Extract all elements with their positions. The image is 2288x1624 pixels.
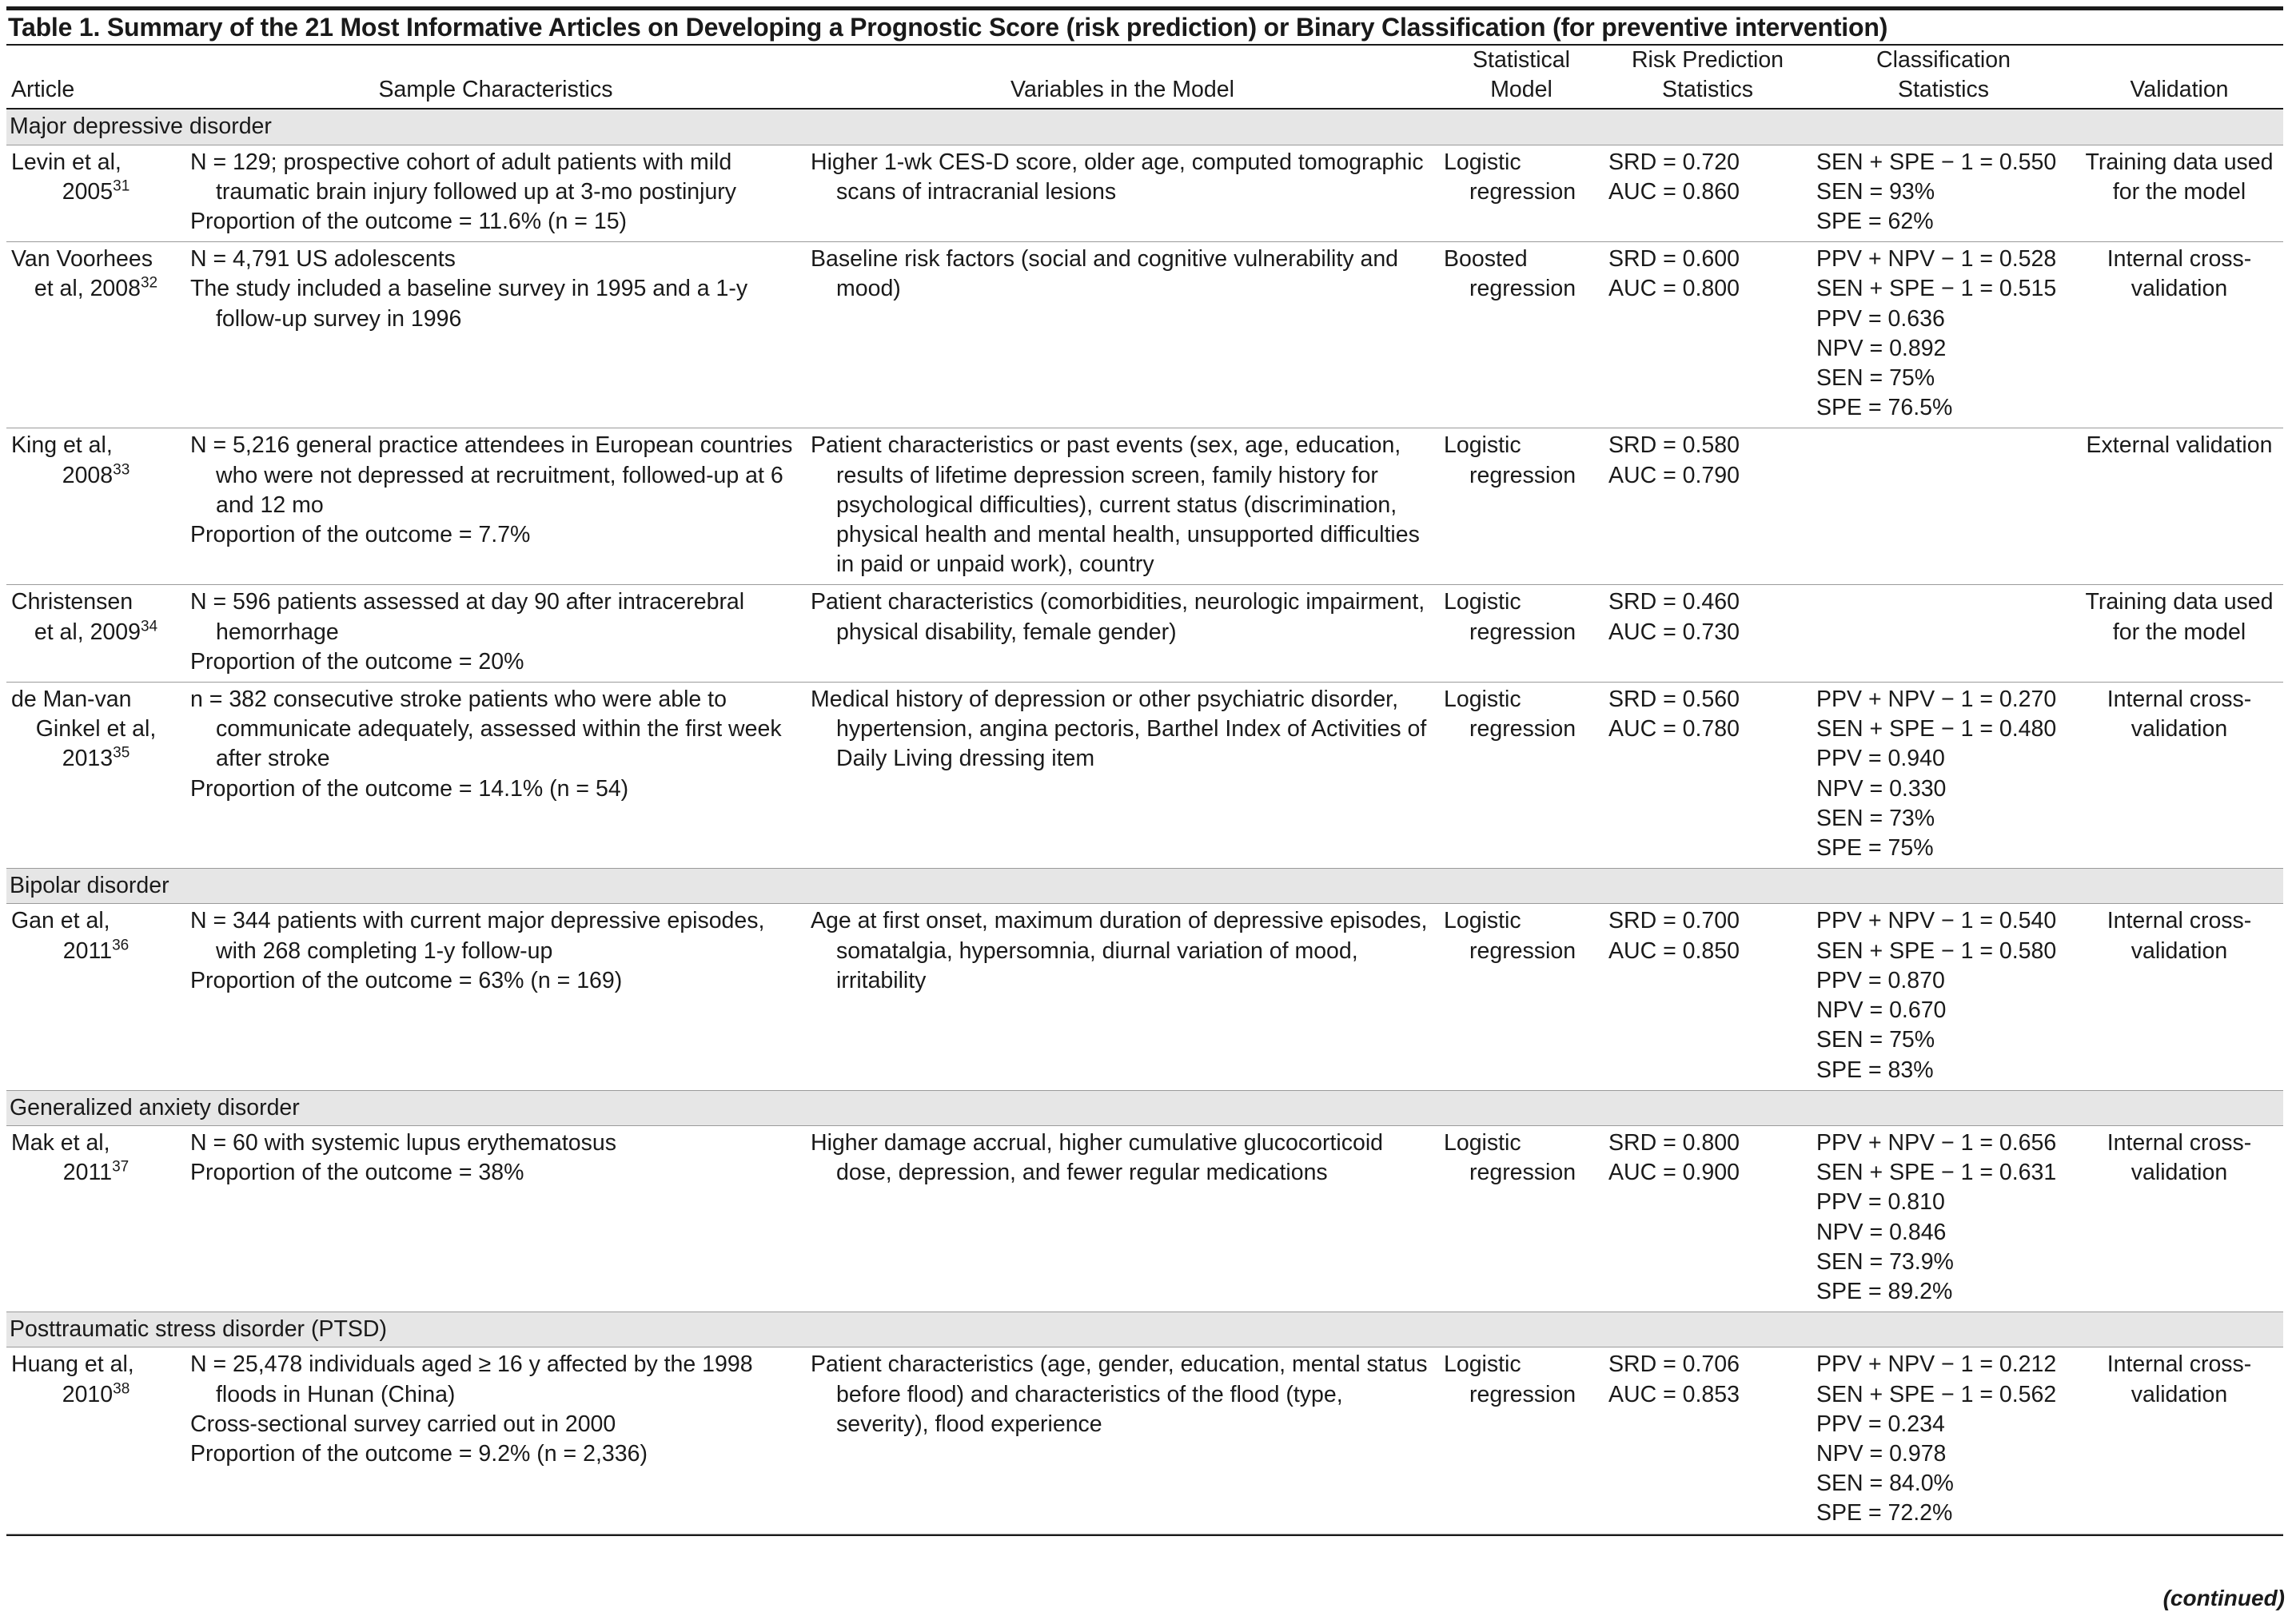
- risk-cell: [1604, 145, 1812, 242]
- classification-stat: SPE = 75%: [1816, 835, 1934, 862]
- table-page: [6, 6, 2283, 1536]
- sample-line: n = 382 consecutive stroke patients who were able to communicate adequately, assessed within the first week after stroke: [190, 687, 782, 772]
- header-risk-l1: Risk Prediction: [1631, 47, 1784, 73]
- reference-number: 32: [140, 274, 158, 292]
- article-line: Mak et al,: [11, 1129, 110, 1156]
- header-article: Article: [6, 45, 185, 109]
- risk-cell: [1604, 585, 1812, 683]
- classification-stat: SEN + SPE − 1 = 0.550: [1816, 149, 2057, 175]
- continued-note: (continued): [2162, 1586, 2285, 1610]
- sample-cell: [185, 242, 806, 428]
- sample-line: Proportion of the outcome = 11.6% (n = 15): [190, 209, 628, 235]
- header-model: [1439, 45, 1604, 109]
- model-text: Logistic regression: [1444, 149, 1576, 205]
- article-year: 2011: [62, 937, 113, 964]
- variables-cell: [806, 1125, 1439, 1312]
- article-line: Gan et al,: [11, 908, 110, 934]
- article-line: Ginkel et al,: [35, 716, 157, 742]
- sample-line: Proportion of the outcome = 9.2% (n = 2,336): [190, 1440, 648, 1467]
- section-title: Major depressive disorder: [6, 109, 2283, 145]
- validation-text: Internal cross-validation: [2107, 908, 2252, 964]
- model-cell: [1439, 242, 1604, 428]
- sample-line: Proportion of the outcome = 14.1% (n = 54): [190, 775, 629, 802]
- article-year: 2005: [62, 178, 114, 205]
- sample-cell: [185, 428, 806, 585]
- reference-number: 37: [112, 1158, 130, 1176]
- article-line: Huang et al,: [11, 1351, 134, 1378]
- variables-text: Patient characteristics or past events (sex, age, education, results of lifetime depression screen, family history for psychological difficulties), current status (discrimination, physical health and mental health, unsupported difficulties in paid or unpaid work), country: [811, 432, 1420, 578]
- model-cell: [1439, 1347, 1604, 1534]
- table-row: [6, 1125, 2283, 1312]
- classification-stat: PPV = 0.810: [1816, 1189, 1945, 1216]
- risk-cell: [1604, 1125, 1812, 1312]
- risk-stat: SRD = 0.460: [1608, 589, 1740, 615]
- model-text: Logistic regression: [1444, 432, 1576, 488]
- article-line: King et al,: [11, 432, 113, 459]
- article-year-line: [11, 937, 181, 966]
- classification-stat: NPV = 0.846: [1816, 1219, 1947, 1245]
- section-row: [6, 109, 2283, 145]
- validation-cell: [2075, 145, 2283, 242]
- classification-stat: PPV + NPV − 1 = 0.270: [1816, 687, 2057, 713]
- risk-stat: SRD = 0.700: [1608, 908, 1740, 934]
- sample-cell: [185, 145, 806, 242]
- classification-stat: SEN = 73.9%: [1816, 1248, 1954, 1275]
- section-row: [6, 1312, 2283, 1347]
- header-class-l2: Statistics: [1897, 77, 1990, 103]
- table-row: [6, 683, 2283, 869]
- classification-stat: PPV + NPV − 1 = 0.540: [1816, 908, 2057, 934]
- article-line: Van Voorhees: [11, 246, 153, 273]
- risk-stat: SRD = 0.706: [1608, 1351, 1740, 1378]
- classification-stat: SEN = 84.0%: [1816, 1471, 1954, 1497]
- classification-stat: SEN = 75%: [1816, 365, 1935, 392]
- article-year-line: [11, 744, 181, 774]
- section-title: Bipolar disorder: [6, 869, 2283, 904]
- model-text: Logistic regression: [1444, 589, 1576, 645]
- risk-stat: AUC = 0.860: [1608, 178, 1740, 205]
- classification-cell: [1812, 585, 2075, 683]
- article-year: et al, 2008: [34, 276, 141, 302]
- variables-text: Higher 1-wk CES-D score, older age, computed tomographic scans of intracranial lesions: [811, 149, 1424, 205]
- classification-stat: SEN + SPE − 1 = 0.631: [1816, 1160, 2057, 1186]
- classification-cell: [1812, 145, 2075, 242]
- header-model-l1: Statistical: [1473, 47, 1570, 73]
- validation-text: Internal cross-validation: [2107, 1351, 2252, 1407]
- article-cell: [6, 904, 185, 1090]
- classification-stat: PPV + NPV − 1 = 0.212: [1816, 1351, 2057, 1378]
- model-cell: [1439, 683, 1604, 869]
- sample-line: N = 60 with systemic lupus erythematosus: [190, 1129, 617, 1156]
- classification-stat: PPV = 0.870: [1816, 967, 1945, 993]
- classification-stat: NPV = 0.670: [1816, 997, 1947, 1024]
- sample-line: N = 25,478 individuals aged ≥ 16 y affected by the 1998 floods in Hunan (China): [190, 1351, 753, 1407]
- article-line: Christensen: [11, 589, 134, 615]
- header-risk: [1604, 45, 1812, 109]
- validation-cell: [2075, 1125, 2283, 1312]
- classification-cell: [1812, 904, 2075, 1090]
- sample-cell: [185, 585, 806, 683]
- risk-stat: SRD = 0.560: [1608, 687, 1740, 713]
- variables-text: Baseline risk factors (social and cognitive vulnerability and mood): [811, 246, 1399, 302]
- classification-stat: SEN + SPE − 1 = 0.580: [1816, 937, 2057, 964]
- header-class-l1: Classification: [1876, 47, 2011, 73]
- risk-stat: SRD = 0.600: [1608, 246, 1740, 273]
- article-cell: [6, 683, 185, 869]
- header-sample: Sample Characteristics: [185, 45, 806, 109]
- classification-stat: SEN = 93%: [1816, 178, 1935, 205]
- classification-stat: SPE = 76.5%: [1816, 395, 1953, 421]
- variables-text: Age at first onset, maximum duration of depressive episodes, somatalgia, hypersomnia, diurnal variation of mood, irritability: [811, 908, 1428, 993]
- reference-number: 36: [112, 937, 130, 954]
- sample-line: Proportion of the outcome = 20%: [190, 648, 524, 675]
- model-cell: [1439, 585, 1604, 683]
- article-line: de Man-van: [11, 687, 132, 713]
- section-row: [6, 869, 2283, 904]
- article-cell: [6, 1347, 185, 1534]
- classification-stat: PPV = 0.636: [1816, 305, 1945, 332]
- table-row: [6, 145, 2283, 242]
- reference-number: 38: [113, 1380, 130, 1398]
- classification-stat: SPE = 62%: [1816, 209, 1934, 235]
- risk-cell: [1604, 904, 1812, 1090]
- sample-cell: [185, 1125, 806, 1312]
- article-cell: [6, 242, 185, 428]
- summary-table: [6, 44, 2283, 1534]
- classification-stat: NPV = 0.892: [1816, 335, 1947, 361]
- article-year-line: [11, 274, 181, 304]
- header-validation: Validation: [2075, 45, 2283, 109]
- risk-stat: AUC = 0.900: [1608, 1160, 1740, 1186]
- table-body: [6, 109, 2283, 1534]
- sample-cell: [185, 1347, 806, 1534]
- validation-cell: [2075, 683, 2283, 869]
- classification-stat: PPV = 0.940: [1816, 746, 1945, 772]
- section-row: [6, 1090, 2283, 1125]
- variables-text: Higher damage accrual, higher cumulative glucocorticoid dose, depression, and fewer regular medications: [811, 1129, 1384, 1186]
- reference-number: 33: [113, 461, 130, 479]
- sample-line: Proportion of the outcome = 63% (n = 169): [190, 967, 623, 993]
- risk-cell: [1604, 1347, 1812, 1534]
- article-cell: [6, 1125, 185, 1312]
- reference-number: 31: [113, 177, 130, 195]
- article-year: 2013: [62, 746, 114, 772]
- header-risk-l2: Statistics: [1661, 77, 1754, 103]
- sample-line: The study included a baseline survey in 1995 and a 1-y follow-up survey in 1996: [190, 276, 748, 332]
- article-year-line: [11, 618, 181, 647]
- model-text: Logistic regression: [1444, 687, 1576, 742]
- article-year-line: [11, 177, 181, 207]
- table-row: [6, 428, 2283, 585]
- sample-line: N = 5,216 general practice attendees in European countries who were not depressed at recruitment, followed-up at 6 and 12 mo: [190, 432, 793, 518]
- classification-stat: PPV = 0.234: [1816, 1411, 1945, 1437]
- risk-cell: [1604, 428, 1812, 585]
- variables-text: Medical history of depression or other psychiatric disorder, hypertension, angina pectoris, Barthel Index of Activities of Daily Living dressing item: [811, 687, 1427, 772]
- risk-stat: AUC = 0.780: [1608, 716, 1740, 742]
- validation-text: External validation: [2086, 432, 2273, 459]
- risk-stat: SRD = 0.720: [1608, 149, 1740, 175]
- risk-cell: [1604, 242, 1812, 428]
- classification-stat: PPV + NPV − 1 = 0.656: [1816, 1129, 2057, 1156]
- classification-stat: SEN + SPE − 1 = 0.480: [1816, 716, 2057, 742]
- sample-line: N = 596 patients assessed at day 90 after intracerebral hemorrhage: [190, 589, 745, 645]
- variables-cell: [806, 145, 1439, 242]
- validation-cell: [2075, 1347, 2283, 1534]
- classification-cell: [1812, 1125, 2075, 1312]
- model-cell: [1439, 428, 1604, 585]
- validation-text: Internal cross-validation: [2107, 1129, 2252, 1186]
- table-row: [6, 585, 2283, 683]
- header-variables: Variables in the Model: [806, 45, 1439, 109]
- variables-cell: [806, 683, 1439, 869]
- model-cell: [1439, 904, 1604, 1090]
- risk-stat: AUC = 0.850: [1608, 937, 1740, 964]
- validation-text: Training data used for the model: [2085, 589, 2274, 645]
- article-cell: [6, 428, 185, 585]
- variables-text: Patient characteristics (comorbidities, neurologic impairment, physical disability, female gender): [811, 589, 1425, 645]
- classification-cell: [1812, 683, 2075, 869]
- table-row: [6, 242, 2283, 428]
- table-title: Table 1. Summary of the 21 Most Informative Articles on Developing a Prognostic Score (risk prediction) or Binary Classification (for preventive intervention): [8, 13, 1888, 42]
- reference-number: 35: [113, 744, 130, 762]
- risk-stat: AUC = 0.790: [1608, 462, 1740, 488]
- validation-cell: [2075, 904, 2283, 1090]
- risk-stat: AUC = 0.800: [1608, 276, 1740, 302]
- classification-stat: NPV = 0.978: [1816, 1440, 1947, 1467]
- article-year-line: [11, 1380, 181, 1410]
- sample-cell: [185, 904, 806, 1090]
- model-cell: [1439, 145, 1604, 242]
- article-year: 2008: [62, 462, 114, 488]
- sample-line: N = 129; prospective cohort of adult patients with mild traumatic brain injury followed up at 3-mo postinjury: [190, 149, 737, 205]
- classification-stat: SPE = 72.2%: [1816, 1500, 1953, 1526]
- article-line: Levin et al,: [11, 149, 122, 175]
- sample-line: N = 344 patients with current major depressive episodes, with 268 completing 1-y follow-up: [190, 908, 765, 964]
- classification-stat: SEN = 75%: [1816, 1027, 1935, 1053]
- variables-cell: [806, 585, 1439, 683]
- reference-number: 34: [140, 618, 158, 635]
- classification-stat: SPE = 89.2%: [1816, 1278, 1953, 1304]
- article-cell: [6, 145, 185, 242]
- article-year-line: [11, 461, 181, 491]
- validation-cell: [2075, 242, 2283, 428]
- sample-line: Cross-sectional survey carried out in 2000: [190, 1411, 616, 1437]
- validation-cell: [2075, 585, 2283, 683]
- risk-stat: AUC = 0.730: [1608, 619, 1740, 645]
- risk-stat: SRD = 0.800: [1608, 1129, 1740, 1156]
- risk-stat: AUC = 0.853: [1608, 1381, 1740, 1407]
- validation-text: Internal cross-validation: [2107, 687, 2252, 742]
- variables-cell: [806, 242, 1439, 428]
- classification-stat: SEN + SPE − 1 = 0.515: [1816, 276, 2057, 302]
- variables-cell: [806, 428, 1439, 585]
- sample-cell: [185, 683, 806, 869]
- header-model-l2: Model: [1490, 77, 1553, 103]
- validation-cell: [2075, 428, 2283, 585]
- model-text: Logistic regression: [1444, 1129, 1576, 1186]
- variables-cell: [806, 904, 1439, 1090]
- classification-cell: [1812, 242, 2075, 428]
- variables-text: Patient characteristics (age, gender, education, mental status before flood) and characteristics of the flood (type, severity), flood experience: [811, 1351, 1428, 1437]
- risk-cell: [1604, 683, 1812, 869]
- article-year: 2010: [62, 1381, 114, 1407]
- sample-line: Proportion of the outcome = 38%: [190, 1160, 524, 1186]
- model-text: Logistic regression: [1444, 908, 1576, 964]
- header-row: [6, 45, 2283, 109]
- model-text: Boosted regression: [1444, 246, 1576, 302]
- header-classification: [1812, 45, 2075, 109]
- validation-text: Internal cross-validation: [2107, 246, 2252, 302]
- classification-stat: SPE = 83%: [1816, 1057, 1934, 1083]
- classification-stat: SEN = 73%: [1816, 805, 1935, 831]
- section-title: Posttraumatic stress disorder (PTSD): [6, 1312, 2283, 1347]
- classification-cell: [1812, 1347, 2075, 1534]
- article-year-line: [11, 1158, 181, 1188]
- sample-line: N = 4,791 US adolescents: [190, 246, 456, 273]
- classification-cell: [1812, 428, 2075, 585]
- validation-text: Training data used for the model: [2085, 149, 2274, 205]
- risk-stat: SRD = 0.580: [1608, 432, 1740, 459]
- article-year: et al, 2009: [34, 619, 141, 645]
- table-row: [6, 904, 2283, 1090]
- model-text: Logistic regression: [1444, 1351, 1576, 1407]
- variables-cell: [806, 1347, 1439, 1534]
- classification-stat: NPV = 0.330: [1816, 775, 1947, 802]
- article-year: 2011: [62, 1160, 113, 1186]
- model-cell: [1439, 1125, 1604, 1312]
- bottom-rule: [6, 1534, 2283, 1536]
- article-cell: [6, 585, 185, 683]
- classification-stat: PPV + NPV − 1 = 0.528: [1816, 246, 2057, 273]
- section-title: Generalized anxiety disorder: [6, 1090, 2283, 1125]
- sample-line: Proportion of the outcome = 7.7%: [190, 522, 531, 548]
- classification-stat: SEN + SPE − 1 = 0.562: [1816, 1381, 2057, 1407]
- table-row: [6, 1347, 2283, 1534]
